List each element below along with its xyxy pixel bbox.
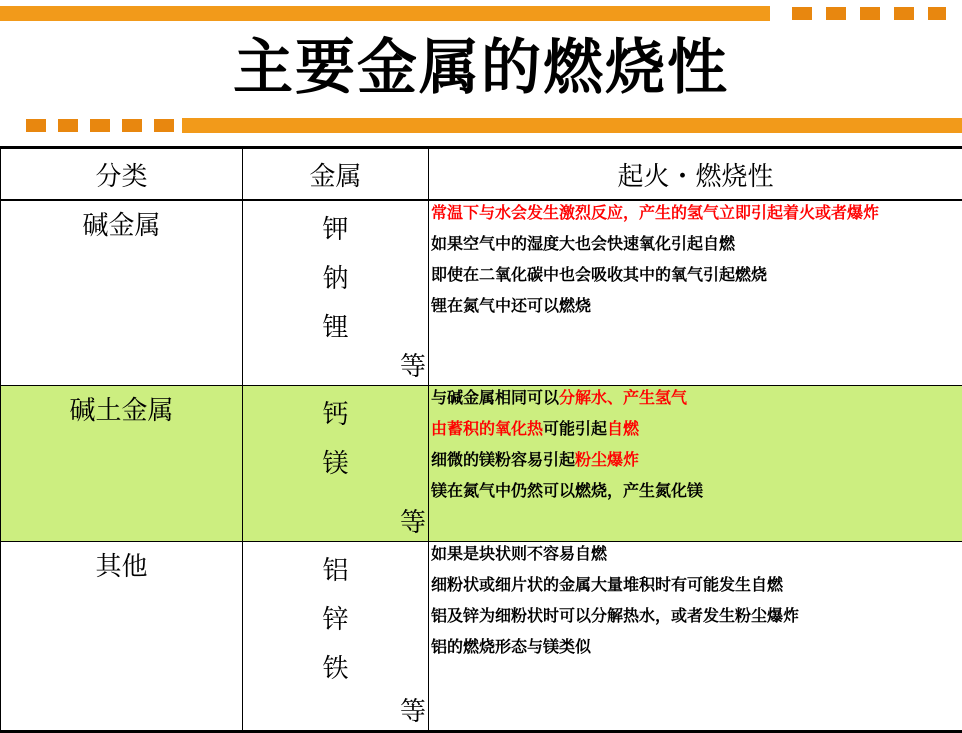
note-line (431, 419, 962, 438)
etc-label: 等 (400, 502, 426, 539)
note-text: 细粉状或细片状的金属大量堆积时有可能发生自燃 (431, 575, 783, 594)
note-text: 如果是块状则不容易自燃 (431, 544, 607, 563)
top-decor-bar (0, 6, 770, 21)
note-text: 锂在氮气中还可以燃烧 (431, 296, 591, 315)
page-title: 主要金属的燃烧性 (0, 28, 962, 108)
metal-name: 铝 (243, 542, 428, 587)
bottom-decor-square (26, 119, 46, 132)
top-decor-square (792, 7, 812, 20)
note-text: 细微的镁粉容易引起 (431, 450, 575, 469)
notes-cell (429, 386, 962, 542)
category-label: 碱金属 (1, 201, 242, 242)
table-header-row (1, 148, 962, 201)
metal-name: 锂 (243, 295, 428, 344)
bottom-decor-square (154, 119, 174, 132)
category-cell (1, 386, 243, 542)
metal-flammability-table (0, 146, 962, 733)
category-label: 其他 (1, 542, 242, 583)
note-line (431, 296, 962, 315)
note-line (431, 575, 962, 594)
note-highlight: 由蓄积的氧化热 (431, 419, 543, 438)
bottom-decor-square (58, 119, 78, 132)
note-highlight: 粉尘爆炸 (575, 450, 639, 469)
note-highlight: 分解水、产生氢气 (559, 388, 687, 407)
note-line (431, 265, 962, 284)
header-flammability: 起火・燃烧性 (429, 148, 962, 201)
table-row (1, 386, 962, 542)
top-decor-square (894, 7, 914, 20)
note-text: 铝及锌为细粉状时可以分解热水，或者发生粉尘爆炸 (431, 606, 799, 625)
note-line (431, 481, 962, 500)
etc-label: 等 (400, 691, 426, 728)
metal-name: 钠 (243, 246, 428, 295)
etc-label: 等 (400, 346, 426, 383)
note-line (431, 450, 962, 469)
category-cell (1, 200, 243, 386)
note-line (431, 234, 962, 253)
note-text: 如果空气中的湿度大也会快速氧化引起自燃 (431, 234, 735, 253)
bottom-decor-bar (182, 118, 962, 133)
header-metal: 金属 (243, 148, 429, 201)
note-line (431, 606, 962, 625)
header-category: 分类 (1, 148, 243, 201)
metals-cell (243, 200, 429, 386)
metal-name: 镁 (243, 431, 428, 480)
note-text: 与碱金属相同可以 (431, 388, 559, 407)
category-label: 碱土金属 (1, 386, 242, 427)
note-highlight: 常温下与水会发生激烈反应，产生的氢气立即引起着火或者爆炸 (431, 203, 879, 222)
note-line (431, 388, 962, 407)
metal-name: 锌 (243, 587, 428, 636)
top-decor-square (826, 7, 846, 20)
metal-name: 铁 (243, 636, 428, 685)
note-line (431, 637, 962, 656)
notes-cell (429, 542, 962, 732)
table-row (1, 542, 962, 732)
note-highlight: 自燃 (607, 419, 639, 438)
bottom-decor-square (90, 119, 110, 132)
note-line (431, 544, 962, 563)
top-decor-square (860, 7, 880, 20)
note-text: 铝的燃烧形态与镁类似 (431, 637, 591, 656)
note-text: 可能引起 (543, 419, 607, 438)
notes-cell (429, 200, 962, 386)
metals-cell (243, 542, 429, 732)
note-text: 即使在二氧化碳中也会吸收其中的氧气引起燃烧 (431, 265, 767, 284)
top-decor-square (928, 7, 946, 20)
note-text: 镁在氮气中仍然可以燃烧，产生氮化镁 (431, 481, 703, 500)
metal-name: 钾 (243, 201, 428, 246)
table-row (1, 200, 962, 386)
metal-name: 钙 (243, 386, 428, 431)
note-line (431, 203, 962, 222)
bottom-decor-square (122, 119, 142, 132)
category-cell (1, 542, 243, 732)
metals-cell (243, 386, 429, 542)
